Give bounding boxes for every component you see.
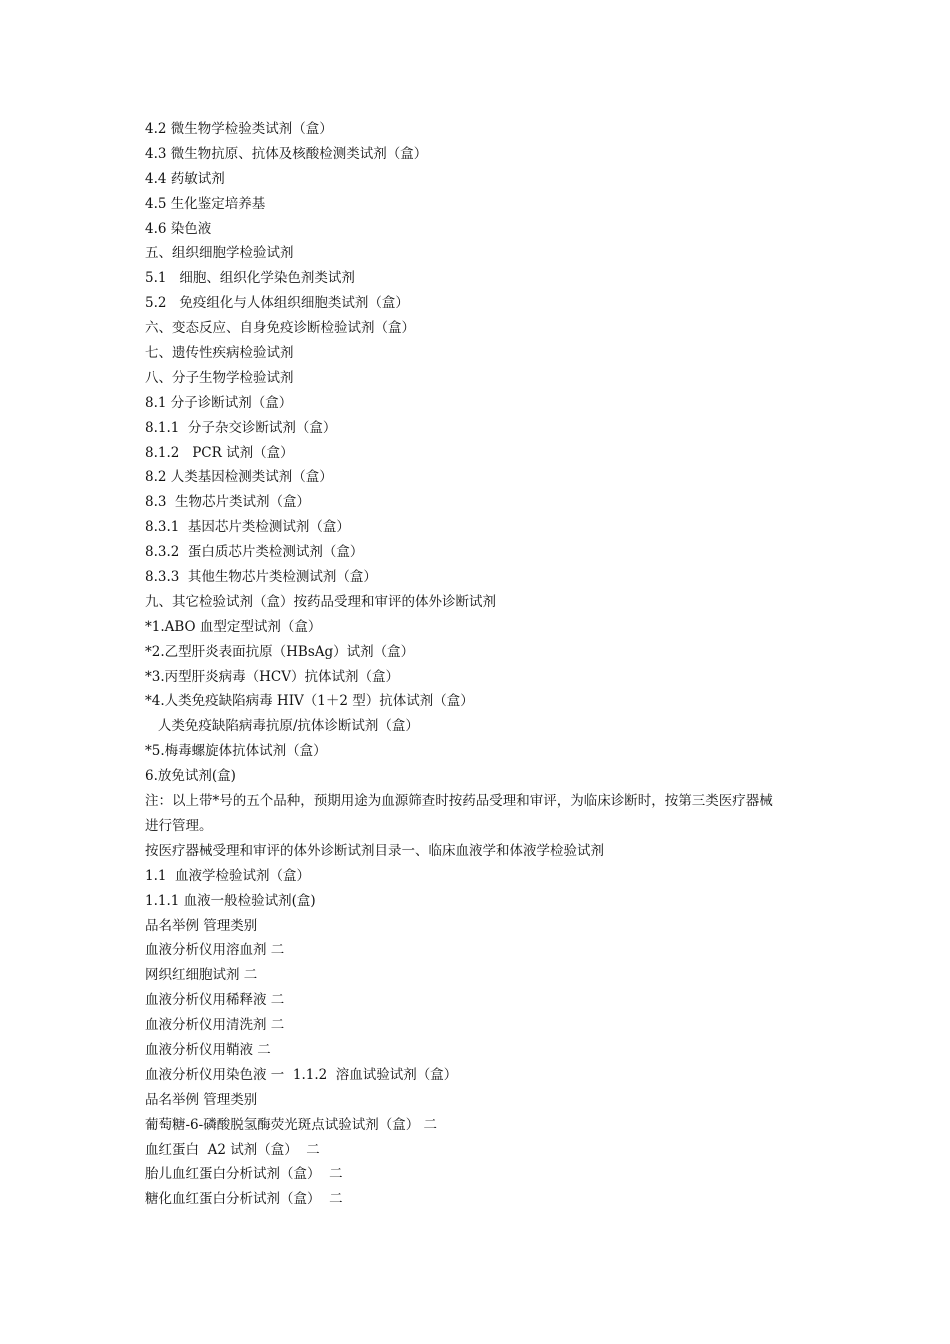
text-line: 1.1 血液学检验试剂（盒）	[145, 867, 311, 884]
text-line: 血液分析仪用染色液 一 1.1.2 溶血试验试剂（盒）	[145, 1066, 458, 1083]
text-line: 8.2 人类基因检测类试剂（盒）	[145, 469, 333, 486]
text-line: 6.放免试剂(盒)	[145, 768, 236, 785]
text-line: 七、遗传性疾病检验试剂	[145, 345, 294, 362]
text-line: *2.乙型肝炎表面抗原（HBsAg）试剂（盒）	[145, 643, 415, 660]
text-line: 1.1.1 血液一般检验试剂(盒)	[145, 892, 316, 909]
text-line: 4.2 微生物学检验类试剂（盒）	[145, 121, 333, 137]
text-line: 进行管理。	[145, 817, 213, 834]
text-line: 8.3.3 其他生物芯片类检测试剂（盒）	[145, 569, 377, 586]
text-line: 4.5 生化鉴定培养基	[145, 195, 266, 212]
text-line: 注：以上带*号的五个品种，预期用途为血源筛查时按药品受理和审评，为临床诊断时，按第三类医疗器械	[145, 793, 773, 810]
text-line: 六、变态反应、自身免疫诊断检验试剂（盒）	[145, 320, 415, 337]
text-line: 胎儿血红蛋白分析试剂（盒） 二	[145, 1166, 343, 1183]
text-line: 4.6 染色液	[145, 220, 212, 237]
text-line: 血液分析仪用稀释液 二	[145, 992, 285, 1009]
text-line: 8.3 生物芯片类试剂（盒）	[145, 494, 311, 511]
text-line: 4.3 微生物抗原、抗体及核酸检测类试剂（盒）	[145, 145, 428, 162]
text-line: 品名举例 管理类别	[145, 1091, 258, 1108]
document-body	[145, 117, 815, 1212]
text-line: *4.人类免疫缺陷病毒 HIV（1＋2 型）抗体试剂（盒）	[145, 693, 474, 710]
text-line: *1.ABO 血型定型试剂（盒）	[145, 618, 322, 635]
text-line: 8.1.2 PCR 试剂（盒）	[145, 444, 294, 461]
text-line: 葡萄糖-6-磷酸脱氢酶荧光斑点试验试剂（盒） 二	[145, 1116, 438, 1133]
text-line: 血液分析仪用溶血剂 二	[145, 942, 285, 959]
text-line: 五、组织细胞学检验试剂	[145, 245, 294, 262]
text-line: 糖化血红蛋白分析试剂（盒） 二	[145, 1191, 343, 1208]
text-line: 血红蛋白 A2 试剂（盒） 二	[145, 1141, 320, 1158]
text-line: 血液分析仪用清洗剂 二	[145, 1017, 285, 1034]
text-line: 九、其它检验试剂（盒）按药品受理和审评的体外诊断试剂	[145, 593, 496, 610]
text-line: *5.梅毒螺旋体抗体试剂（盒）	[145, 743, 327, 760]
text-line: 4.4 药敏试剂	[145, 170, 225, 187]
text-line: 5.2 免疫组化与人体组织细胞类试剂（盒）	[145, 295, 409, 312]
text-line: 按医疗器械受理和审评的体外诊断试剂目录一、临床血液学和体液学检验试剂	[145, 842, 604, 859]
text-line: 网织红细胞试剂 二	[145, 967, 258, 984]
text-line: 8.3.2 蛋白质芯片类检测试剂（盒）	[145, 544, 364, 561]
text-line: 人类免疫缺陷病毒抗原/抗体诊断试剂（盒）	[145, 718, 419, 735]
text-line: 8.3.1 基因芯片类检测试剂（盒）	[145, 519, 350, 536]
text-line: 8.1.1 分子杂交诊断试剂（盒）	[145, 419, 337, 436]
text-line: 血液分析仪用鞘液 二	[145, 1041, 271, 1058]
text-line: 品名举例 管理类别	[145, 917, 258, 934]
text-line: 8.1 分子诊断试剂（盒）	[145, 394, 293, 411]
text-line: 八、分子生物学检验试剂	[145, 369, 294, 386]
text-line: 5.1 细胞、组织化学染色剂类试剂	[145, 270, 355, 287]
text-line: *3.丙型肝炎病毒（HCV）抗体试剂（盒）	[145, 668, 399, 685]
